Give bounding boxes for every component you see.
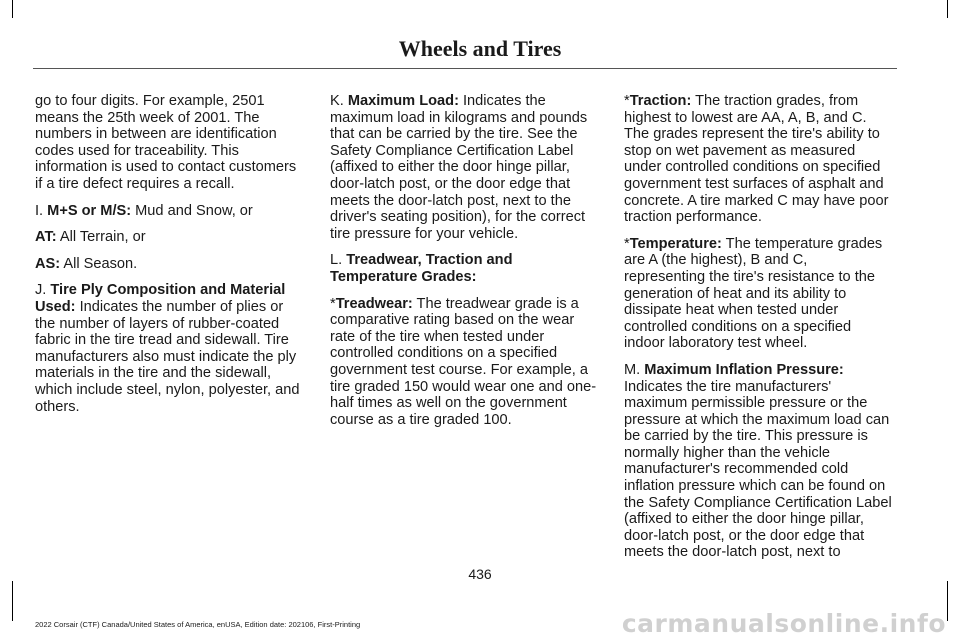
crop-mark-bottom-right	[947, 581, 948, 621]
paragraph: I. M+S or M/S: Mud and Snow, or	[35, 202, 253, 219]
crop-mark-top-left	[12, 0, 13, 18]
paragraph: *Treadwear: The treadwear grade is a comparative rating based on the wear rate of the tire when tested under controlled conditions on a specified government test course. For example, a tire graded 150 would wear one and one-half times as well on the government course as a tire graded 100.	[330, 295, 597, 428]
footer-edition-info: 2022 Corsair (CTF) Canada/United States of America, enUSA, Edition date: 202106, First-Printing	[35, 620, 361, 629]
column-3	[624, 93, 892, 571]
column-2	[330, 93, 598, 438]
paragraph: L. Treadwear, Traction and Temperature Grades:	[330, 252, 513, 285]
header-divider	[33, 68, 897, 69]
paragraph: M. Maximum Inflation Pressure: Indicates the tire manufacturers' maximum permissible pressure or the pressure at which the maximum load can be carried by the tire. This pressure is normally higher than the vehicle manufacturer's recommended cold inflation pressure which can be found on the Safety Compliance Certification Label (affixed to either the door hinge pillar, door-latch post, or the door edge that meets the door-latch post, next to	[624, 361, 892, 561]
page-number: 436	[468, 566, 492, 582]
paragraph: *Temperature: The temperature grades are A (the highest), B and C, representing the tire's resistance to the generation of heat and its ability to dissipate heat when tested under controlled conditions on a specified indoor laboratory test wheel.	[624, 235, 883, 352]
column-1	[35, 93, 303, 425]
paragraph: J. Tire Ply Composition and Material Used: Indicates the number of plies or the number of layers of rubber-coated fabric in the tire tread and sidewall. Tire manufacturers also must indicate the ply materials in the tire and the sidewall, which include steel, nylon, polyester, and others.	[35, 282, 300, 415]
page-title: Wheels and Tires	[398, 36, 562, 61]
paragraph: AT: All Terrain, or	[35, 229, 146, 246]
crop-mark-top-right	[947, 0, 948, 18]
watermark: carmanualsonline.info	[621, 609, 946, 638]
paragraph: AS: All Season.	[35, 255, 138, 272]
paragraph: *Traction: The traction grades, from highest to lowest are AA, A, B, and C. The grades represent the tire's ability to stop on wet pavement as measured under controlled conditions on specified government test surfaces of asphalt and concrete. A tire marked C may have poor traction performance.	[624, 93, 889, 226]
crop-mark-bottom-left	[12, 581, 13, 621]
paragraph: K. Maximum Load: Indicates the maximum load in kilograms and pounds that can be carried by the tire. See the Safety Compliance Certification Label (affixed to either the door hinge pillar, door-latch post, or the door edge that meets the door-latch post, next to the driver's seating position), for the correct tire pressure for your vehicle.	[330, 93, 588, 242]
paragraph: go to four digits. For example, 2501 means the 25th week of 2001. The numbers in between are identification codes used for traceability. This information is used to contact customers if a tire defect requires a recall.	[35, 93, 297, 192]
